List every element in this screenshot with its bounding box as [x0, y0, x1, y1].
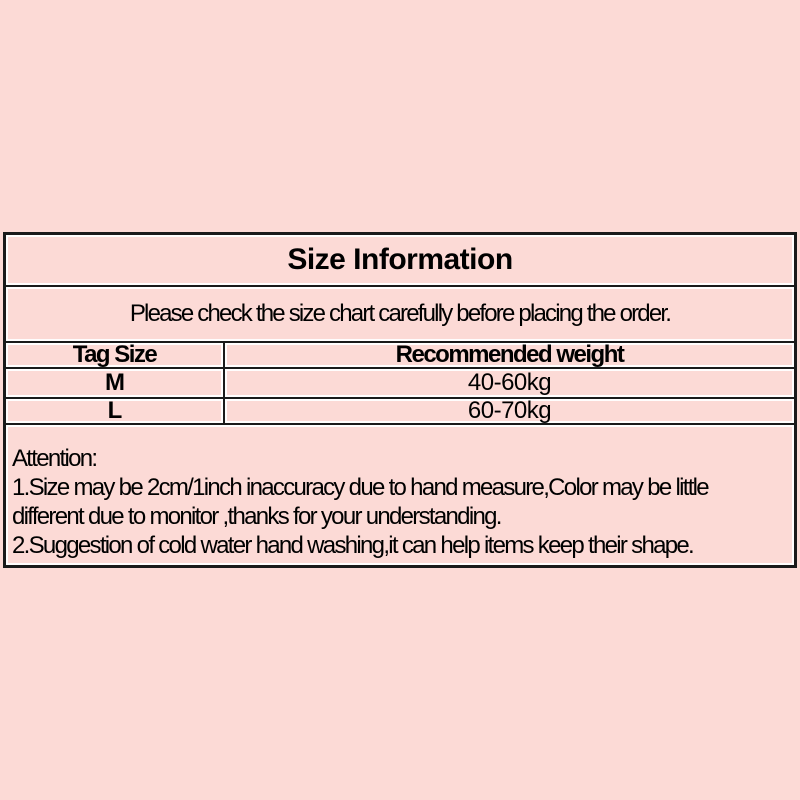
- attention-line: 1.Size may be 2cm/1inch inaccuracy due to hand measure,Color may be little: [12, 474, 708, 501]
- table-row-size-l: [6, 399, 794, 425]
- table-title: Size Information: [6, 235, 794, 285]
- table-row-size-m: [6, 369, 794, 399]
- attention-note: [6, 425, 794, 565]
- tag-size-value: L: [6, 399, 225, 423]
- recommended-weight-value: 40-60kg: [225, 369, 794, 397]
- table-subtitle: Please check the size chart carefully before placing the order.: [6, 287, 794, 341]
- subtitle-row: [6, 287, 794, 343]
- column-header-recommended-weight: Recommended weight: [225, 343, 794, 367]
- attention-row: [6, 425, 794, 565]
- tag-size-value: M: [6, 369, 225, 397]
- title-row: [6, 235, 794, 287]
- size-information-table: [3, 232, 797, 568]
- attention-line: 2.Suggestion of cold water hand washing,it can help items keep their shape.: [12, 532, 694, 559]
- column-header-row: [6, 343, 794, 369]
- attention-heading: Attention:: [12, 445, 97, 472]
- attention-line: different due to monitor ,thanks for your understanding.: [12, 503, 501, 530]
- column-header-tag-size: Tag Size: [6, 343, 225, 367]
- recommended-weight-value: 60-70kg: [225, 399, 794, 423]
